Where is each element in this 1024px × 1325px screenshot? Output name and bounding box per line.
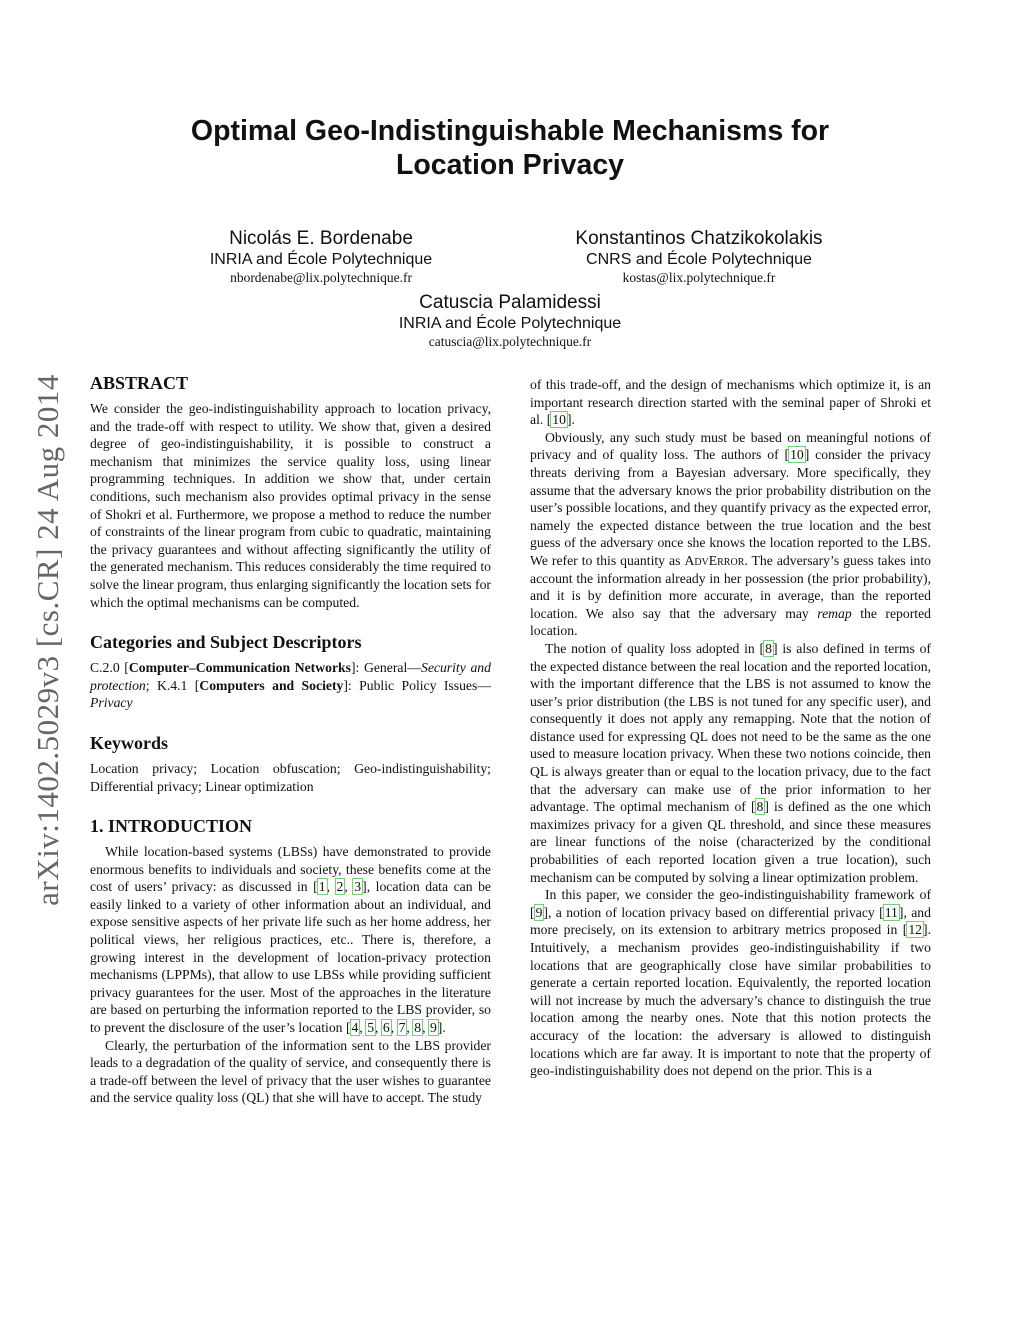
author-email: nbordenabe@lix.polytechnique.fr — [230, 270, 412, 285]
right-paragraph-2: Obviously, any such study must be based on meaningful notions of privacy and of quality loss. The authors of [10] consider the privacy threats deriving from a Bayesian adversary. More specifically, they assume that the adversary knows the prior probability distribution on the user’s possible locations, and they quantify privacy as the expected error, namely the expected distance between the true location and the best guess of the adversary once she knows the location reported to the LBS. We refer to this quantity as AdvError. The adversary’s guess takes into account the information already in her possession (the prior probability), and it is by definition more accurate, in average, than the reported location. We also say that the adversary may remap the reported location. — [530, 429, 932, 639]
right-paragraph-1: of this trade-off, and the design of mechanisms which optimize it, is an important research direction started with the seminal paper of Shroki et al. [10]. — [530, 377, 931, 428]
author-name: Nicolás E. Bordenabe — [229, 228, 413, 249]
citation-link[interactable]: 5 — [367, 1020, 375, 1036]
author-affiliation: INRIA and École Polytechnique — [398, 315, 622, 332]
intro-paragraph-1: While location-based systems (LBSs) have demonstrated to provide enormous benefits to individuals and society, these benefits come at the cost of users’ privacy: as discussed in [1, 2, 3], location data can be easily linked to a variety of other information about an individual, and expose sensitive aspects of her private life such as her home address, her political views, her religious practices, etc.. There is, therefore, a growing interest in the development of location-privacy protection mechanisms (LPPMs), that allow to use LBSs while providing sufficient privacy guarantees for the user. Most of the approaches in the literature are based on perturbing the information reported to the LBS provider, so to prevent the disclosure of the user’s location [4, 5, 6, 7, 8, 9]. — [90, 844, 492, 1036]
citation-link[interactable]: 1 — [318, 879, 326, 895]
right-paragraph-4: In this paper, we consider the geo-indistinguishability framework of [9], a notion of location privacy based on differential privacy [11], and more precisely, on its extension to arbitrary metrics proposed in [12]. Intuitively, a mechanism provides geo-indistinguishability if two locations that are geographically close have similar probabilities to generate a certain reported location. Equivalently, the reported location will not increase by much the adversary’s chance to distinguish the true location among the nearby ones. Note that this notion protects the accuracy of the location: the adversary is allowed to distinguish locations which are far away. It is important to note that the property of geo-indistinguishability does not depend on the prior. This is a — [530, 887, 931, 1079]
citation-link[interactable]: 8 — [756, 799, 764, 815]
citation-link[interactable]: 8 — [765, 640, 772, 656]
right-paragraph-3: The notion of quality loss adopted in [8] is also defined in terms of the expected distance between the real location and the reported location, with the important difference that the LBS is not assumed to know the user’s prior distribution (the LBS is not tuned for any specific user), and consequently it does not apply any remapping. Note that the notion of distance used for expressing QL does not need to be the same as the one used to measure location privacy. When these two notions coincide, then QL is always greater than or equal to the location privacy, due to the fact that the adversary can make use of the prior information to her advantage. The optimal mechanism of [8] is defined as the one which maximizes privacy for a given QL threshold, and since these measures are linear functions of the noise (characterized by the conditional probabilities of each reported location given a true location), such mechanism can be computed by solving a linear optimization problem. — [530, 640, 931, 885]
citation-link[interactable]: 12 — [908, 922, 923, 938]
citation-link[interactable]: 2 — [336, 879, 344, 895]
citation-link[interactable]: 10 — [552, 412, 566, 428]
citation-link[interactable]: 9 — [535, 904, 543, 920]
title-line-1: Optimal Geo-Indistinguishable Mechanisms for — [190, 115, 830, 147]
citation-link[interactable]: 10 — [790, 447, 804, 463]
categories-heading: Categories and Subject Descriptors — [90, 632, 362, 653]
citation-link[interactable]: 9 — [429, 1020, 437, 1036]
citation-link[interactable]: 3 — [354, 879, 362, 895]
author-block-3 — [320, 292, 700, 351]
introduction-heading: 1. INTRODUCTION — [90, 816, 253, 837]
author-email: catuscia@lix.polytechnique.fr — [428, 334, 592, 349]
citation-link[interactable]: 8 — [414, 1020, 422, 1036]
author-affiliation: CNRS and École Polytechnique — [586, 251, 812, 268]
abstract-heading: ABSTRACT — [90, 373, 189, 393]
author-name: Catuscia Palamidessi — [419, 292, 601, 313]
intro-paragraph-2: Clearly, the perturbation of the information sent to the LBS provider leads to a degradation of the quality of service, and consequently there is a trade-off between the level of privacy that the user wishes to guarantee and the service quality loss (QL) that she will have to accept. The study — [90, 1037, 491, 1106]
citation-link[interactable]: 11 — [884, 904, 898, 920]
citation-link[interactable]: 4 — [351, 1020, 359, 1036]
author-block-2 — [509, 228, 889, 287]
left-column — [90, 372, 491, 1107]
author-email: kostas@lix.polytechnique.fr — [622, 270, 776, 285]
author-name: Konstantinos Chatzikokolakis — [575, 228, 823, 249]
author-block-1 — [131, 228, 511, 287]
citation-link[interactable]: 7 — [398, 1020, 406, 1036]
keywords-text: Location privacy; Location obfuscation; Geo-indistinguishability; Differential privacy; Linear optimization — [90, 760, 491, 794]
categories-text: C.2.0 [Computer–Communication Networks]: General—Security and protection; K.4.1 [Computers and Society]: Public Policy Issues—Privacy — [90, 660, 492, 711]
right-column — [530, 376, 931, 1080]
author-affiliation: INRIA and École Polytechnique — [209, 251, 433, 268]
arxiv-stamp: arXiv:1402.5029v3 [cs.CR] 24 Aug 2014 — [30, 374, 65, 906]
keywords-heading: Keywords — [90, 732, 168, 753]
title-line-2: Location Privacy — [395, 149, 625, 181]
citation-link[interactable]: 6 — [382, 1020, 390, 1036]
paper-title — [120, 114, 900, 182]
abstract-text: We consider the geo-indistinguishability approach to location privacy, and the trade-off with respect to utility. We show that, given a desired degree of geo-indistinguishability, it is possible to construct a mechanism that minimizes the service quality loss, using linear programming techniques. In addition we show that, under certain conditions, such mechanism also provides optimal privacy in the sense of Shokri et al. Furthermore, we propose a method to reduce the number of constraints of the linear program from cubic to quadratic, maintaining the privacy guarantees and without affecting significantly the utility of the generated mechanism. This reduces considerably the time required to solve the linear program, thus enlarging significantly the location sets for which the optimal mechanisms can be computed. — [90, 401, 491, 610]
